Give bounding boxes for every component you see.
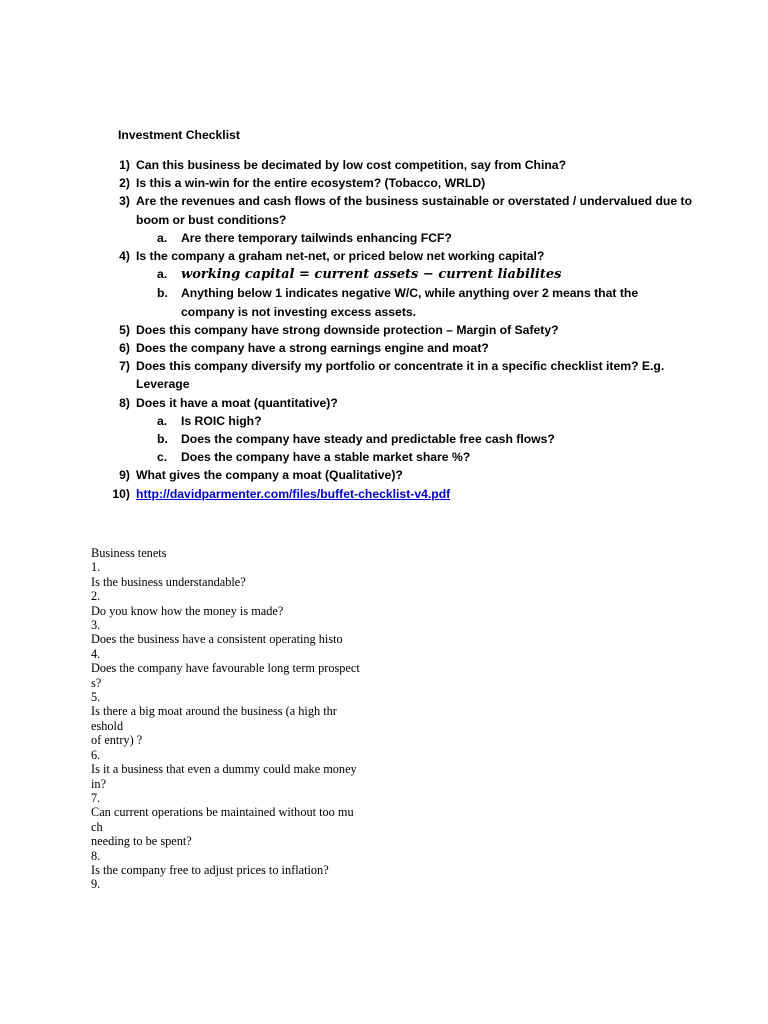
- tenet-number: 2.: [91, 589, 101, 604]
- tenet-number: 1.: [91, 560, 101, 575]
- tenet-text: eshold: [91, 718, 124, 733]
- tenet-number: 9.: [91, 877, 101, 892]
- checklist-item-4: [118, 247, 698, 265]
- item-number: 2): [119, 176, 130, 191]
- item-number: 8): [119, 395, 130, 410]
- checklist-item-1: [118, 156, 698, 174]
- item-text: What gives the company a moat (Qualitative)?: [136, 468, 403, 483]
- tenet-text: Does the business have a consistent operating histo: [91, 632, 343, 647]
- item-number: 6): [119, 341, 130, 356]
- working-capital-formula: working capital = current assets − current liabilites: [181, 267, 562, 283]
- tenet-text: Is the company free to adjust prices to inflation?: [91, 862, 329, 877]
- subitem-text-line-2: company is not investing excess assets.: [181, 304, 417, 319]
- item-text: Is the company a graham net-net, or priced below net working capital?: [136, 249, 545, 264]
- item-text: Does this company have strong downside protection – Margin of Safety?: [136, 322, 559, 337]
- subitem-text: Are there temporary tailwinds enhancing FCF?: [181, 230, 452, 245]
- item-number: 9): [119, 468, 130, 483]
- checklist-item-7: [118, 357, 698, 393]
- item-text-line-1: Does this company diversify my portfolio or concentrate it in a specific checklist item? E.g.: [136, 359, 665, 374]
- checklist-title: Investment Checklist: [118, 128, 240, 142]
- checklist-subitem-8a: [118, 412, 698, 430]
- subitem-letter: a.: [157, 413, 168, 428]
- checklist-item-6: [118, 339, 698, 357]
- checklist-item-9: [118, 466, 698, 484]
- checklist-item-2: [118, 174, 698, 192]
- buffet-checklist-link[interactable]: http://davidparmenter.com/files/buffet-checklist-v4.pdf: [136, 486, 451, 501]
- tenet-text: in?: [91, 776, 107, 791]
- item-number: 4): [119, 249, 130, 264]
- subitem-text: Does the company have a stable market share %?: [181, 450, 471, 465]
- checklist-item-8: [118, 394, 698, 412]
- tenet-text: of entry) ?: [91, 733, 143, 748]
- checklist-subitem-3a: [118, 229, 698, 247]
- item-number: 3): [119, 194, 130, 209]
- subitem-text: Is ROIC high?: [181, 413, 262, 428]
- subitem-text: Does the company have steady and predictable free cash flows?: [181, 432, 555, 447]
- tenet-number: 4.: [91, 646, 101, 661]
- tenet-text: s?: [91, 675, 102, 690]
- tenet-text: Do you know how the money is made?: [91, 603, 284, 618]
- tenet-text: Is the business understandable?: [91, 574, 246, 589]
- tenet-number: 6.: [91, 747, 101, 762]
- checklist-subitem-8b: [118, 430, 698, 448]
- item-text-line-1: Are the revenues and cash flows of the business sustainable or overstated / undervalued due to: [136, 194, 693, 209]
- checklist-item-3: [118, 192, 698, 228]
- subitem-letter: b.: [157, 432, 168, 447]
- investment-checklist: [112, 126, 698, 503]
- checklist-subitem-8c: [118, 448, 698, 466]
- tenet-number: 5.: [91, 690, 101, 705]
- tenet-text: ch: [91, 819, 103, 834]
- tenet-text: Can current operations be maintained without too mu: [91, 805, 354, 820]
- checklist-item-5: [118, 321, 698, 339]
- item-text: Does it have a moat (quantitative)?: [136, 395, 338, 410]
- item-number: 10): [112, 486, 130, 501]
- item-text: Is this a win-win for the entire ecosystem? (Tobacco, WRLD): [136, 176, 486, 191]
- subitem-text-line-1: Anything below 1 indicates negative W/C, while anything over 2 means that the: [181, 286, 639, 301]
- item-text-line-2: Leverage: [136, 377, 190, 392]
- tenet-number: 7.: [91, 790, 101, 805]
- tenets-heading: Business tenets: [91, 546, 167, 560]
- business-tenets: [91, 546, 411, 892]
- item-text: Does the company have a strong earnings engine and moat?: [136, 341, 489, 356]
- tenet-text: Is there a big moat around the business (a high thr: [91, 704, 337, 719]
- checklist-item-10: [112, 485, 698, 503]
- subitem-letter: b.: [157, 286, 168, 301]
- tenet-text: needing to be spent?: [91, 834, 192, 849]
- item-number: 5): [119, 322, 130, 337]
- tenet-number: 3.: [91, 618, 101, 633]
- checklist-subitem-4a: [118, 265, 698, 284]
- item-text: Can this business be decimated by low cost competition, say from China?: [136, 158, 567, 172]
- tenet-text: Does the company have favourable long term prospect: [91, 661, 360, 676]
- item-text-line-2: boom or bust conditions?: [136, 212, 287, 227]
- item-number: 1): [119, 158, 130, 172]
- item-number: 7): [119, 359, 130, 374]
- tenet-number: 8.: [91, 848, 101, 863]
- tenet-text: Is it a business that even a dummy could make money: [91, 762, 357, 777]
- checklist-subitem-4b: [118, 284, 698, 320]
- subitem-letter: a.: [157, 267, 168, 282]
- subitem-letter: a.: [157, 230, 168, 245]
- subitem-letter: c.: [157, 450, 168, 465]
